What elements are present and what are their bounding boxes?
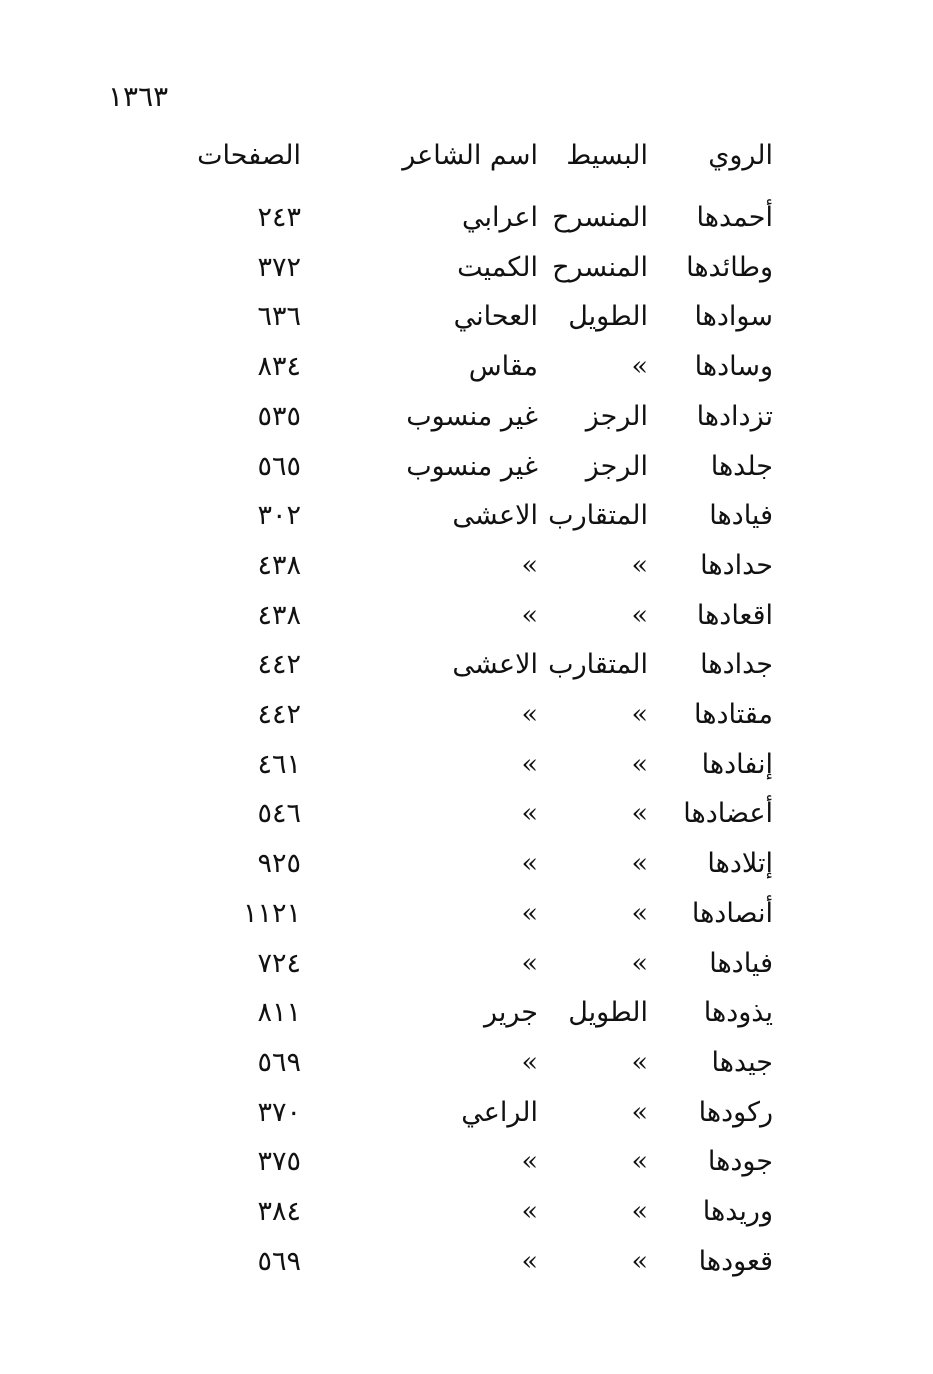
cell-rawi: إتلادها (707, 848, 773, 880)
cell-pages: ٤٣٨ (257, 549, 301, 581)
cell-rawi: جودها (707, 1146, 773, 1178)
cell-poet: » (521, 798, 538, 830)
cell-rawi: إنفادها (701, 748, 773, 780)
cell-pages: ٣٧٠ (257, 1096, 301, 1128)
cell-pages: ٤٦١ (257, 748, 301, 780)
cell-bahr: » (631, 599, 648, 631)
cell-poet: جرير (484, 997, 538, 1029)
cell-pages: ٢٤٣ (257, 202, 301, 233)
table-row (0, 1192, 933, 1242)
table-row (0, 1043, 933, 1093)
page-number: ١٣٦٣ (108, 80, 169, 113)
cell-bahr: » (631, 1096, 648, 1128)
cell-pages: ٣٧٥ (257, 1146, 301, 1178)
cell-pages: ٧٢٤ (257, 947, 301, 979)
cell-pages: ٣٠٢ (257, 500, 301, 532)
table-header (0, 136, 933, 186)
cell-bahr: » (631, 947, 648, 979)
cell-rawi: أحمدها (696, 202, 773, 233)
cell-bahr: » (631, 748, 648, 780)
table-row (0, 447, 933, 497)
header-rawi: الروي (708, 140, 773, 171)
cell-rawi: حدادها (700, 549, 773, 581)
header-pages: الصفحات (197, 140, 301, 171)
table-row (0, 894, 933, 944)
cell-poet: » (521, 897, 538, 929)
table-row (0, 397, 933, 447)
cell-bahr: المتقارب (548, 649, 648, 681)
cell-bahr: الطويل (568, 997, 648, 1029)
table-row (0, 496, 933, 546)
cell-rawi: فيادها (709, 947, 773, 979)
cell-pages: ٣٨٤ (257, 1196, 301, 1227)
table-row (0, 1242, 933, 1292)
cell-pages: ٥٦٩ (257, 1046, 301, 1078)
cell-pages: ٥٣٥ (257, 400, 301, 432)
cell-poet: » (521, 1245, 538, 1277)
table-row (0, 1142, 933, 1192)
cell-bahr: » (631, 1046, 648, 1078)
cell-bahr: » (631, 549, 648, 581)
cell-pages: ٤٤٢ (257, 649, 301, 681)
cell-bahr: الرجز (585, 450, 648, 482)
table-row (0, 794, 933, 844)
cell-bahr: الرجز (585, 400, 648, 432)
cell-poet: الاعشى (452, 500, 538, 532)
header-bahr: البسيط (566, 140, 648, 171)
cell-bahr: » (631, 351, 648, 383)
table-row (0, 198, 933, 248)
cell-poet: غير منسوب (406, 400, 538, 432)
table-row (0, 645, 933, 695)
table-row (0, 1093, 933, 1143)
cell-poet: » (521, 699, 538, 730)
cell-poet: » (521, 748, 538, 780)
cell-rawi: مقتادها (694, 699, 773, 730)
cell-poet: » (521, 1146, 538, 1178)
cell-poet: » (521, 599, 538, 631)
cell-pages: ٤٤٢ (257, 699, 301, 730)
cell-rawi: اقعادها (696, 599, 773, 631)
cell-pages: ٥٦٥ (257, 450, 301, 482)
table-row (0, 944, 933, 994)
cell-poet: غير منسوب (406, 450, 538, 482)
cell-poet: » (521, 1196, 538, 1227)
cell-poet: » (521, 549, 538, 581)
cell-pages: ٥٦٩ (257, 1245, 301, 1277)
cell-pages: ٥٤٦ (257, 798, 301, 830)
cell-pages: ٨١١ (257, 997, 301, 1029)
table-row (0, 844, 933, 894)
cell-rawi: قعودها (698, 1245, 773, 1277)
table-row (0, 695, 933, 745)
cell-bahr: المنسرح (552, 251, 648, 283)
table-row (0, 297, 933, 347)
cell-bahr: » (631, 848, 648, 880)
cell-pages: ٩٢٥ (257, 848, 301, 880)
cell-rawi: وريدها (702, 1196, 773, 1227)
table-row (0, 596, 933, 646)
cell-rawi: سوادها (694, 301, 773, 333)
cell-pages: ٤٣٨ (257, 599, 301, 631)
table-row (0, 745, 933, 795)
cell-poet: » (521, 947, 538, 979)
cell-rawi: أعضادها (683, 798, 773, 830)
header-poet: اسم الشاعر (402, 140, 538, 171)
cell-rawi: يذودها (703, 997, 773, 1029)
table-row (0, 993, 933, 1043)
table-row (0, 347, 933, 397)
cell-rawi: فيادها (709, 500, 773, 532)
cell-rawi: جلدها (710, 450, 773, 482)
cell-rawi: أنصادها (691, 897, 773, 929)
cell-pages: ١١٢١ (242, 897, 301, 929)
cell-poet: الاعشى (452, 649, 538, 681)
cell-rawi: وسادها (694, 351, 773, 383)
cell-poet: العحاني (453, 301, 538, 333)
table-row (0, 546, 933, 596)
cell-rawi: جدادها (700, 649, 773, 681)
cell-poet: مقاس (468, 351, 538, 383)
cell-pages: ٨٣٤ (257, 351, 301, 383)
cell-bahr: » (631, 1196, 648, 1227)
table-row (0, 248, 933, 298)
cell-pages: ٦٣٦ (257, 301, 301, 333)
cell-rawi: تزدادها (696, 400, 773, 432)
cell-bahr: المنسرح (552, 202, 648, 233)
cell-rawi: جيدها (711, 1046, 773, 1078)
cell-pages: ٣٧٢ (257, 251, 301, 283)
cell-poet: » (521, 848, 538, 880)
cell-poet: الكميت (457, 251, 538, 283)
cell-bahr: المتقارب (548, 500, 648, 532)
cell-bahr: » (631, 897, 648, 929)
cell-bahr: » (631, 1146, 648, 1178)
cell-rawi: وطائدها (686, 251, 773, 283)
cell-poet: » (521, 1046, 538, 1078)
cell-bahr: » (631, 1245, 648, 1277)
cell-bahr: » (631, 798, 648, 830)
cell-bahr: الطويل (568, 301, 648, 333)
cell-poet: الراعي (461, 1096, 538, 1128)
cell-rawi: ركودها (698, 1096, 773, 1128)
cell-bahr: » (631, 699, 648, 730)
cell-poet: اعرابي (461, 202, 538, 233)
